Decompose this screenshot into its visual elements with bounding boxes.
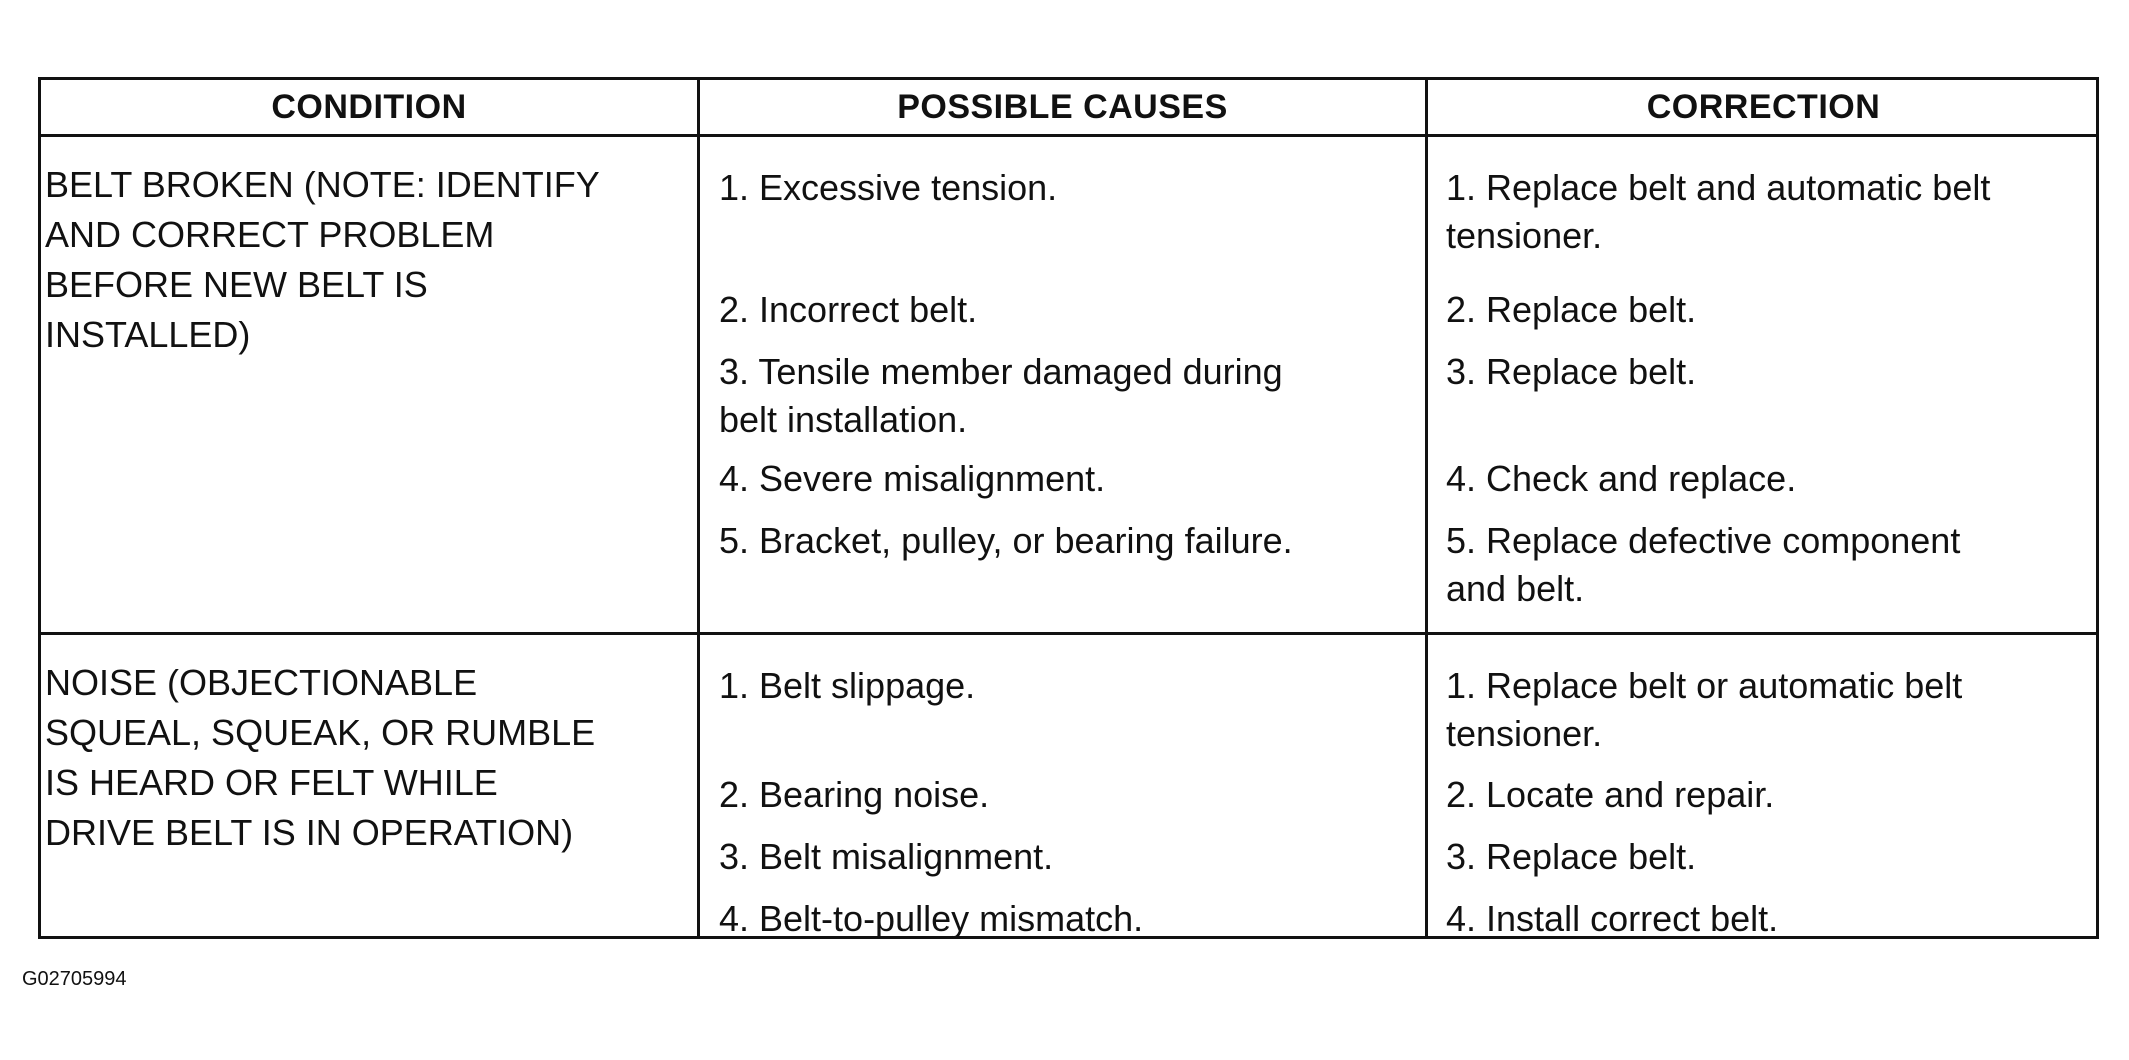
correction-3: 3. Replace belt. <box>1446 836 1697 877</box>
cause-1: 1. Excessive tension. <box>719 167 1058 208</box>
column-divider <box>697 80 700 936</box>
cause-3: 3. Tensile member damaged during belt installation. <box>719 351 1283 440</box>
correction-3: 3. Replace belt. <box>1446 351 1697 392</box>
condition-belt-broken: BELT BROKEN (NOTE: IDENTIFY AND CORRECT PROBLEM BEFORE NEW BELT IS INSTALLED) <box>45 164 600 355</box>
correction-4: 4. Check and replace. <box>1446 458 1797 499</box>
cause-3: 3. Belt misalignment. <box>719 836 1054 877</box>
cause-1: 1. Belt slippage. <box>719 665 976 706</box>
correction-5: 5. Replace defective component and belt. <box>1446 520 1961 609</box>
correction-1: 1. Replace belt and automatic belt tensioner. <box>1446 167 1991 256</box>
column-divider <box>1425 80 1428 936</box>
correction-4: 4. Install correct belt. <box>1446 898 1779 939</box>
header-correction: CORRECTION <box>1646 88 1881 126</box>
header-divider <box>41 134 2096 137</box>
cause-4: 4. Severe misalignment. <box>719 458 1106 499</box>
header-condition: CONDITION <box>271 88 467 126</box>
cause-2: 2. Bearing noise. <box>719 774 990 815</box>
correction-1: 1. Replace belt or automatic belt tensioner. <box>1446 665 1963 754</box>
cause-5: 5. Bracket, pulley, or bearing failure. <box>719 520 1293 561</box>
cause-4: 4. Belt-to-pulley mismatch. <box>719 898 1144 939</box>
condition-noise: NOISE (OBJECTIONABLE SQUEAL, SQUEAK, OR RUMBLE IS HEARD OR FELT WHILE DRIVE BELT IS IN OPERATION) <box>45 662 596 853</box>
belt-diagnosis-table <box>38 77 2099 939</box>
figure-id: G02705994 <box>22 968 127 990</box>
header-possible-causes: POSSIBLE CAUSES <box>897 88 1228 126</box>
correction-2: 2. Replace belt. <box>1446 289 1697 330</box>
correction-2: 2. Locate and repair. <box>1446 774 1775 815</box>
row-divider <box>41 632 2096 635</box>
cause-2: 2. Incorrect belt. <box>719 289 978 330</box>
